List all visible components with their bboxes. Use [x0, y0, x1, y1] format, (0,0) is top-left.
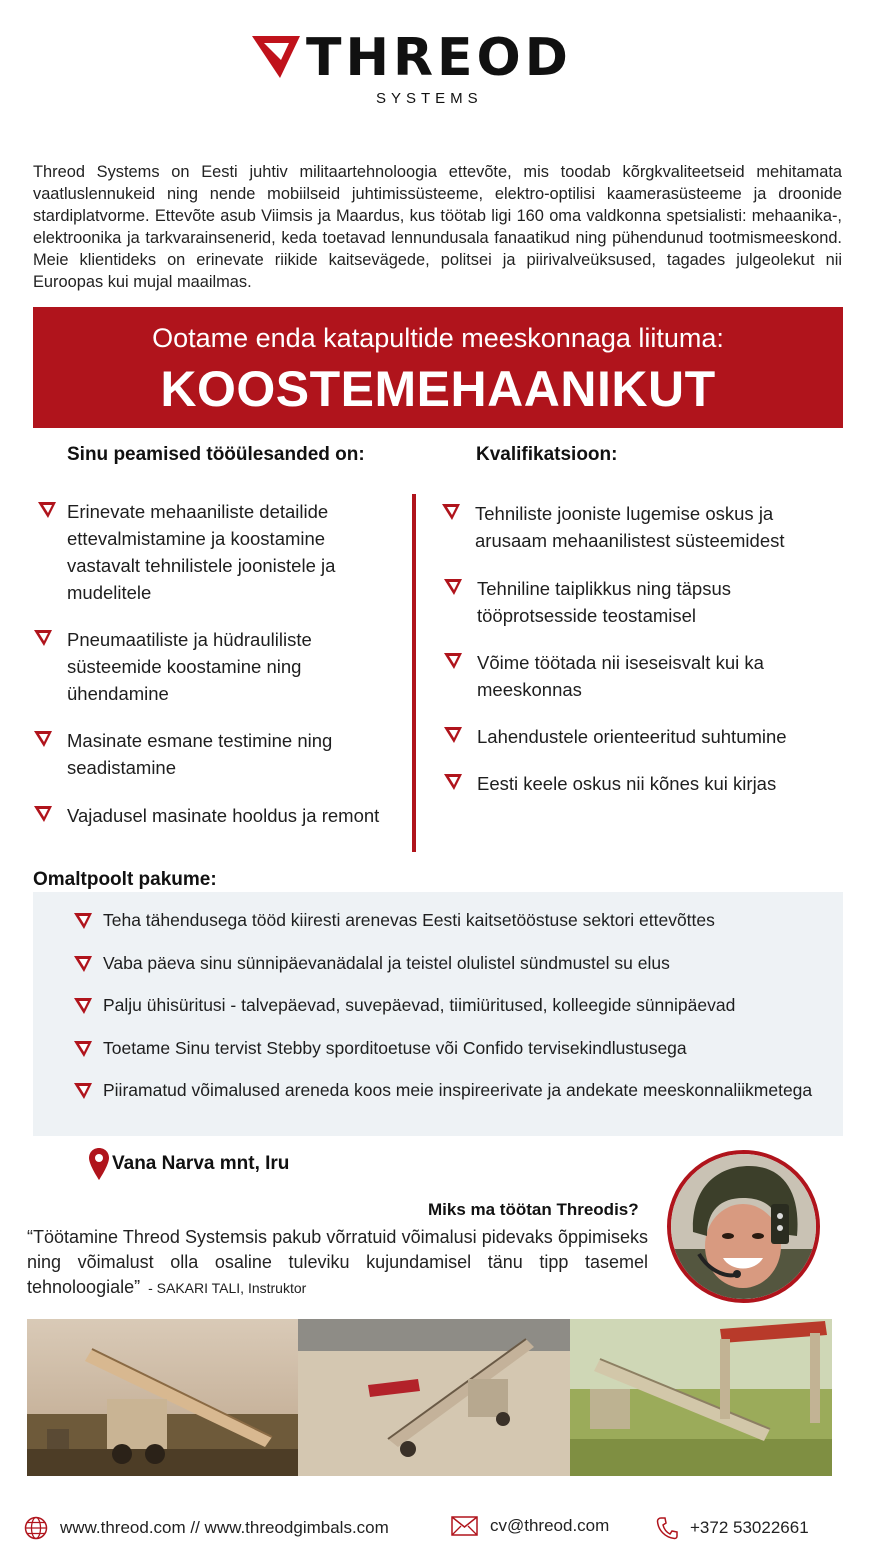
task-text: Pneumaatiliste ja hüdrauliliste süsteemide koostamine ning ühendamine — [67, 629, 312, 704]
qualification-text: Lahendustele orienteeritud suhtumine — [477, 726, 787, 747]
list-item — [441, 500, 821, 554]
red-triangle-bullet-icon — [33, 730, 53, 748]
launcher-photo-2 — [298, 1319, 570, 1476]
job-banner — [33, 307, 843, 428]
red-triangle-bullet-icon — [33, 805, 53, 823]
red-triangle-bullet-icon — [73, 997, 93, 1015]
list-item — [443, 649, 803, 703]
list-item — [73, 953, 670, 974]
qualification-text: Eesti keele oskus nii kõnes kui kirjas — [477, 773, 777, 794]
phone-icon — [656, 1516, 678, 1540]
offer-text: Piiramatud võimalused areneda koos meie inspireerivate ja andekate meeskonnaliikmetega — [103, 1080, 813, 1100]
location-text: Vana Narva mnt, Iru — [112, 1153, 290, 1174]
launcher-photo-3 — [570, 1319, 832, 1476]
threod-logo — [252, 30, 642, 112]
list-item — [73, 995, 735, 1016]
website-link[interactable]: www.threod.com // www.threodgimbals.com — [60, 1518, 389, 1537]
qualifications-heading: Kvalifikatsioon: — [476, 444, 618, 465]
red-triangle-bullet-icon — [73, 912, 93, 930]
intro-paragraph: Threod Systems on Eesti juhtiv militaartehnoloogia ettevõte, mis toodab kõrgkvaliteetseid mehitamata vaatluslennukeid ning nende mobiilseid juhtimissüsteeme, elektro-optilisi kaamerasüsteeme ja droonide stardiplatvorme. Ettevõte asub Viimsis ja Maardus, kus töötab ligi 160 oma valdkonna spetsialisti: mehaanika-, elektroonika ja tarkvarainsenerid, keda toetavad lennundusala fanaatikud ning pühendunud tootmismeeskond. Meie klientideks on erinevate riikide kaitsevägede, politsei ja piirivalveüksused, tagades julgeolekut nii Euroopas kui mujal maailmas. — [33, 163, 842, 291]
red-triangle-bullet-icon — [37, 501, 57, 519]
catapult-launcher-image — [27, 1319, 298, 1476]
qualification-text: Tehniliste jooniste lugemise oskus ja arusaam mehaanilistest süsteemidest — [475, 503, 785, 551]
catapult-launcher-image — [570, 1319, 832, 1476]
list-item — [73, 1080, 812, 1101]
task-text: Vajadusel masinate hooldus ja remont — [67, 805, 380, 826]
offer-heading: Omaltpoolt pakume: — [33, 869, 217, 890]
red-triangle-bullet-icon — [73, 1082, 93, 1100]
tasks-heading: Sinu peamised tööülesanded on: — [67, 444, 365, 465]
list-item — [37, 498, 377, 606]
list-item — [443, 770, 823, 797]
red-triangle-bullet-icon — [443, 652, 463, 670]
red-triangle-bullet-icon — [73, 955, 93, 973]
list-item — [73, 1038, 687, 1059]
red-triangle-bullet-icon — [443, 578, 463, 596]
footer-phone[interactable] — [656, 1516, 809, 1540]
list-item — [33, 727, 363, 781]
avatar — [667, 1150, 820, 1303]
task-text: Erinevate mehaaniliste detailide ettevalmistamine ja koostamine vastavalt tehnilistele joonistele ja mudelitele — [67, 501, 336, 603]
testimonial-quote — [27, 1225, 648, 1301]
offer-text: Toetame Sinu tervist Stebby sporditoetuse või Confido tervisekindlustusega — [103, 1038, 687, 1058]
task-text: Masinate esmane testimine ning seadistamine — [67, 730, 333, 778]
list-item — [33, 802, 403, 829]
red-triangle-bullet-icon — [443, 726, 463, 744]
list-item — [33, 626, 363, 707]
qualification-text: Võime töötada nii iseseisvalt kui ka meeskonnas — [477, 652, 764, 700]
column-divider — [412, 494, 416, 852]
footer-email[interactable] — [451, 1516, 609, 1536]
map-pin-icon — [88, 1147, 110, 1181]
red-triangle-bullet-icon — [73, 1040, 93, 1058]
location — [88, 1147, 289, 1181]
threod-logo-mark-icon — [252, 34, 302, 80]
phone-link[interactable]: +372 53022661 — [690, 1518, 809, 1537]
globe-icon — [24, 1516, 48, 1540]
quote-author: - SAKARI TALI, Instruktor — [148, 1280, 307, 1296]
red-triangle-bullet-icon — [33, 629, 53, 647]
footer-web[interactable] — [24, 1516, 389, 1540]
offer-text: Palju ühisüritusi - talvepäevad, suvepäevad, tiimiüritused, kolleegide sünnipäevad — [103, 995, 736, 1015]
launcher-photo-1 — [27, 1319, 298, 1476]
list-item — [73, 910, 715, 931]
red-triangle-bullet-icon — [441, 503, 461, 521]
offer-text: Teha tähendusega tööd kiiresti arenevas Eesti kaitsetööstuse sektori ettevõttes — [103, 910, 715, 930]
brand-subtitle: SYSTEMS — [376, 90, 483, 107]
job-title: KOOSTEMEHAANIKUT — [160, 361, 716, 417]
banner-subtitle: Ootame enda katapultide meeskonnaga liituma: — [152, 323, 724, 353]
list-item — [443, 575, 803, 629]
envelope-icon — [451, 1516, 478, 1536]
list-item — [443, 723, 823, 750]
brand-name: THREOD — [306, 28, 572, 88]
red-triangle-bullet-icon — [443, 773, 463, 791]
qualification-text: Tehniline taiplikkus ning täpsus tööprotsesside teostamisel — [477, 578, 732, 626]
offer-text: Vaba päeva sinu sünnipäevanädalal ja teistel olulistel sündmustel su elus — [103, 953, 670, 973]
quote-text: “Töötamine Threod Systemsis pakub võrratuid võimalusi pidevaks õppimiseks ning võimalust olla osaline tuleviku kujundamisel tänu tipp tasemel tehnoloogiale” — [27, 1227, 648, 1297]
testimonial-heading: Miks ma töötan Threodis? — [428, 1200, 639, 1219]
email-link[interactable]: cv@threod.com — [490, 1516, 610, 1535]
pilot-portrait-image — [671, 1154, 816, 1299]
catapult-launcher-image — [298, 1319, 570, 1476]
offer-box — [33, 892, 843, 1136]
